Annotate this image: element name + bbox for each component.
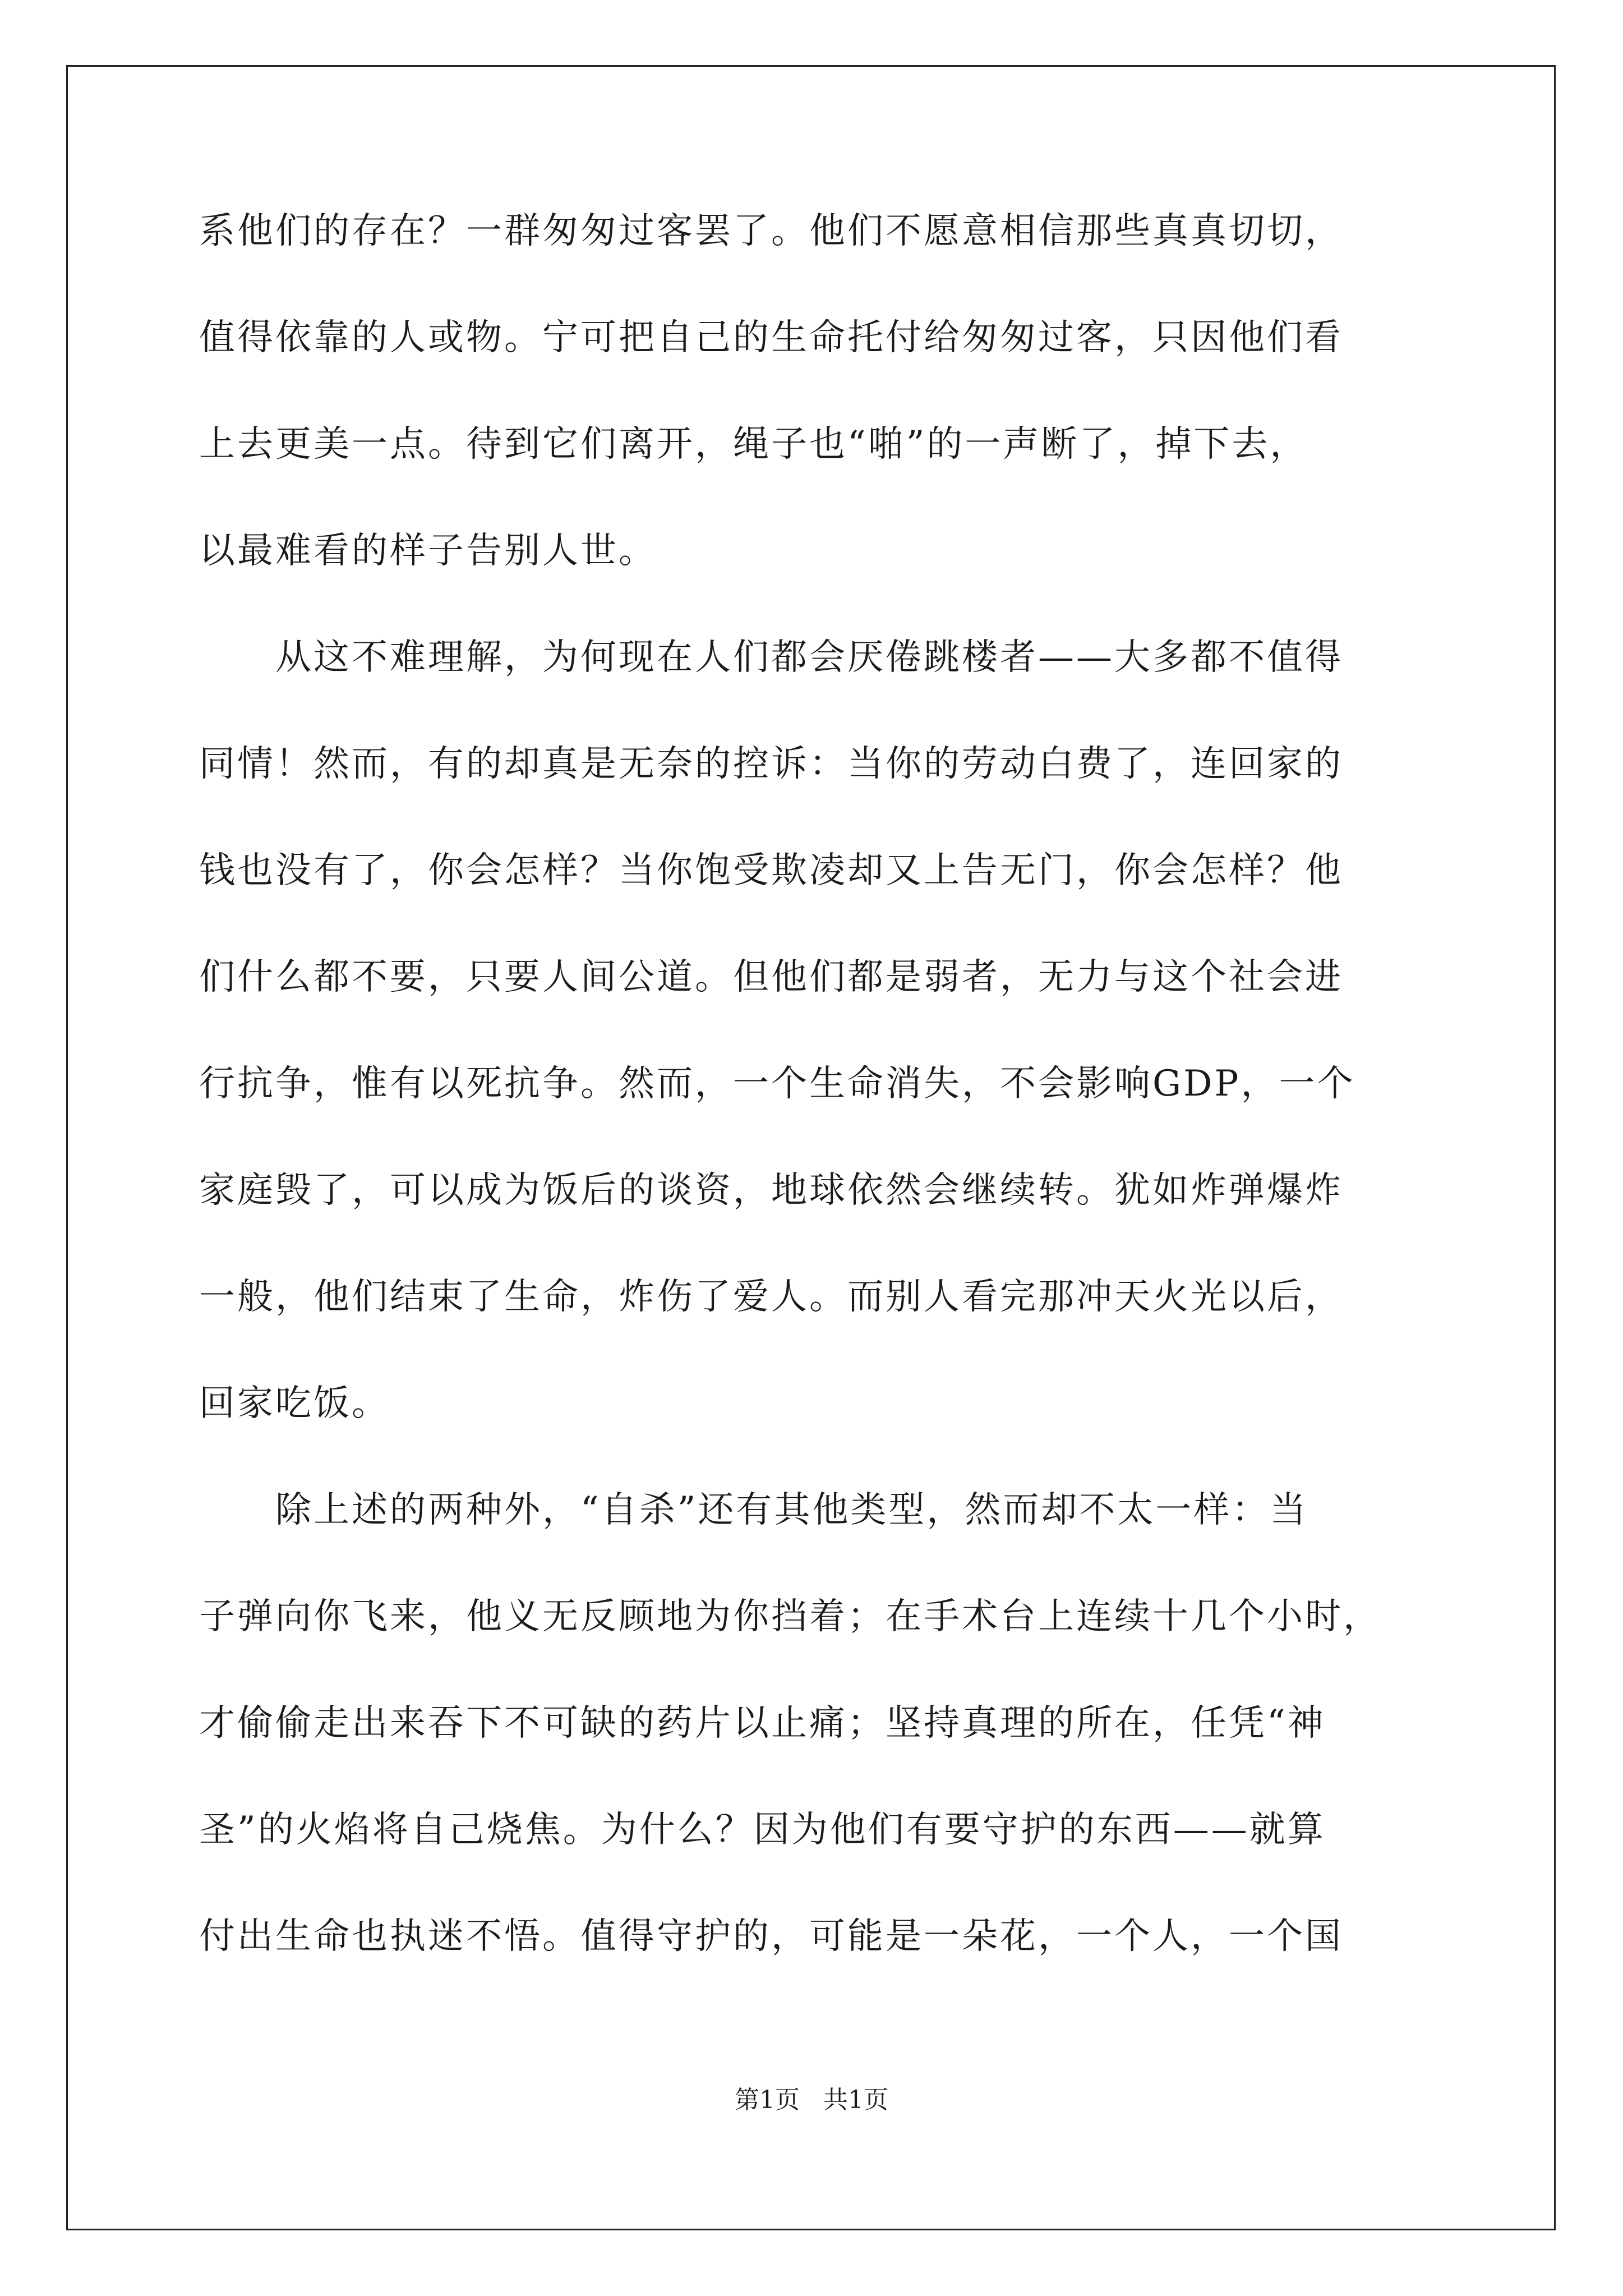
- page-number: 第1页: [735, 2086, 800, 2114]
- text-line: 除上述的两种外，“自杀”还有其他类型，然而却不太一样：当: [199, 1489, 1308, 1531]
- text-line: 系他们的存在？一群匆匆过客罢了。他们不愿意相信那些真真切切，: [199, 210, 1343, 252]
- text-line: 同情！然而，有的却真是无奈的控诉：当你的劳动白费了，连回家的: [199, 743, 1343, 785]
- text-line: 付出生命也执迷不悟。值得守护的，可能是一朵花，一个人，一个国: [199, 1916, 1343, 1957]
- paragraph-3: [199, 1489, 1427, 2025]
- text-line: 从这不难理解，为何现在人们都会厌倦跳楼者——大多都不值得: [199, 637, 1343, 678]
- page-total: 共1页: [823, 2086, 888, 2114]
- text-line: 子弹向你飞来，他义无反顾地为你挡着；在手术台上连续十几个小时，: [199, 1596, 1381, 1637]
- paragraph-1: [199, 210, 1427, 639]
- text-line: 回家吃饭。: [199, 1383, 390, 1424]
- text-line: 家庭毁了，可以成为饭后的谈资，地球依然会继续转。犹如炸弹爆炸: [199, 1170, 1343, 1211]
- text-line: 以最难看的样子告别人世。: [199, 530, 657, 572]
- text-line: 们什么都不要，只要人间公道。但他们都是弱者，无力与这个社会进: [199, 956, 1343, 998]
- text-line: 一般，他们结束了生命，炸伤了爱人。而别人看完那冲天火光以后，: [199, 1276, 1343, 1318]
- text-line: 才偷偷走出来吞下不可缺的药片以止痛；坚持真理的所在，任凭“神: [199, 1703, 1326, 1744]
- paragraph-2: [199, 639, 1427, 1492]
- page-footer: [0, 2088, 1623, 2113]
- document-body: [199, 210, 1427, 2025]
- text-line: 行抗争，惟有以死抗争。然而，一个生命消失，不会影响GDP，一个: [199, 1063, 1355, 1105]
- text-line: 值得依靠的人或物。宁可把自己的生命托付给匆匆过客，只因他们看: [199, 317, 1343, 358]
- text-line: 圣”的火焰将自己烧焦。为什么？因为他们有要守护的东西——就算: [199, 1809, 1326, 1851]
- text-line: 上去更美一点。待到它们离开，绳子也“啪”的一声断了，掉下去，: [199, 424, 1308, 465]
- text-line: 钱也没有了，你会怎样？当你饱受欺凌却又上告无门，你会怎样？他: [199, 850, 1343, 891]
